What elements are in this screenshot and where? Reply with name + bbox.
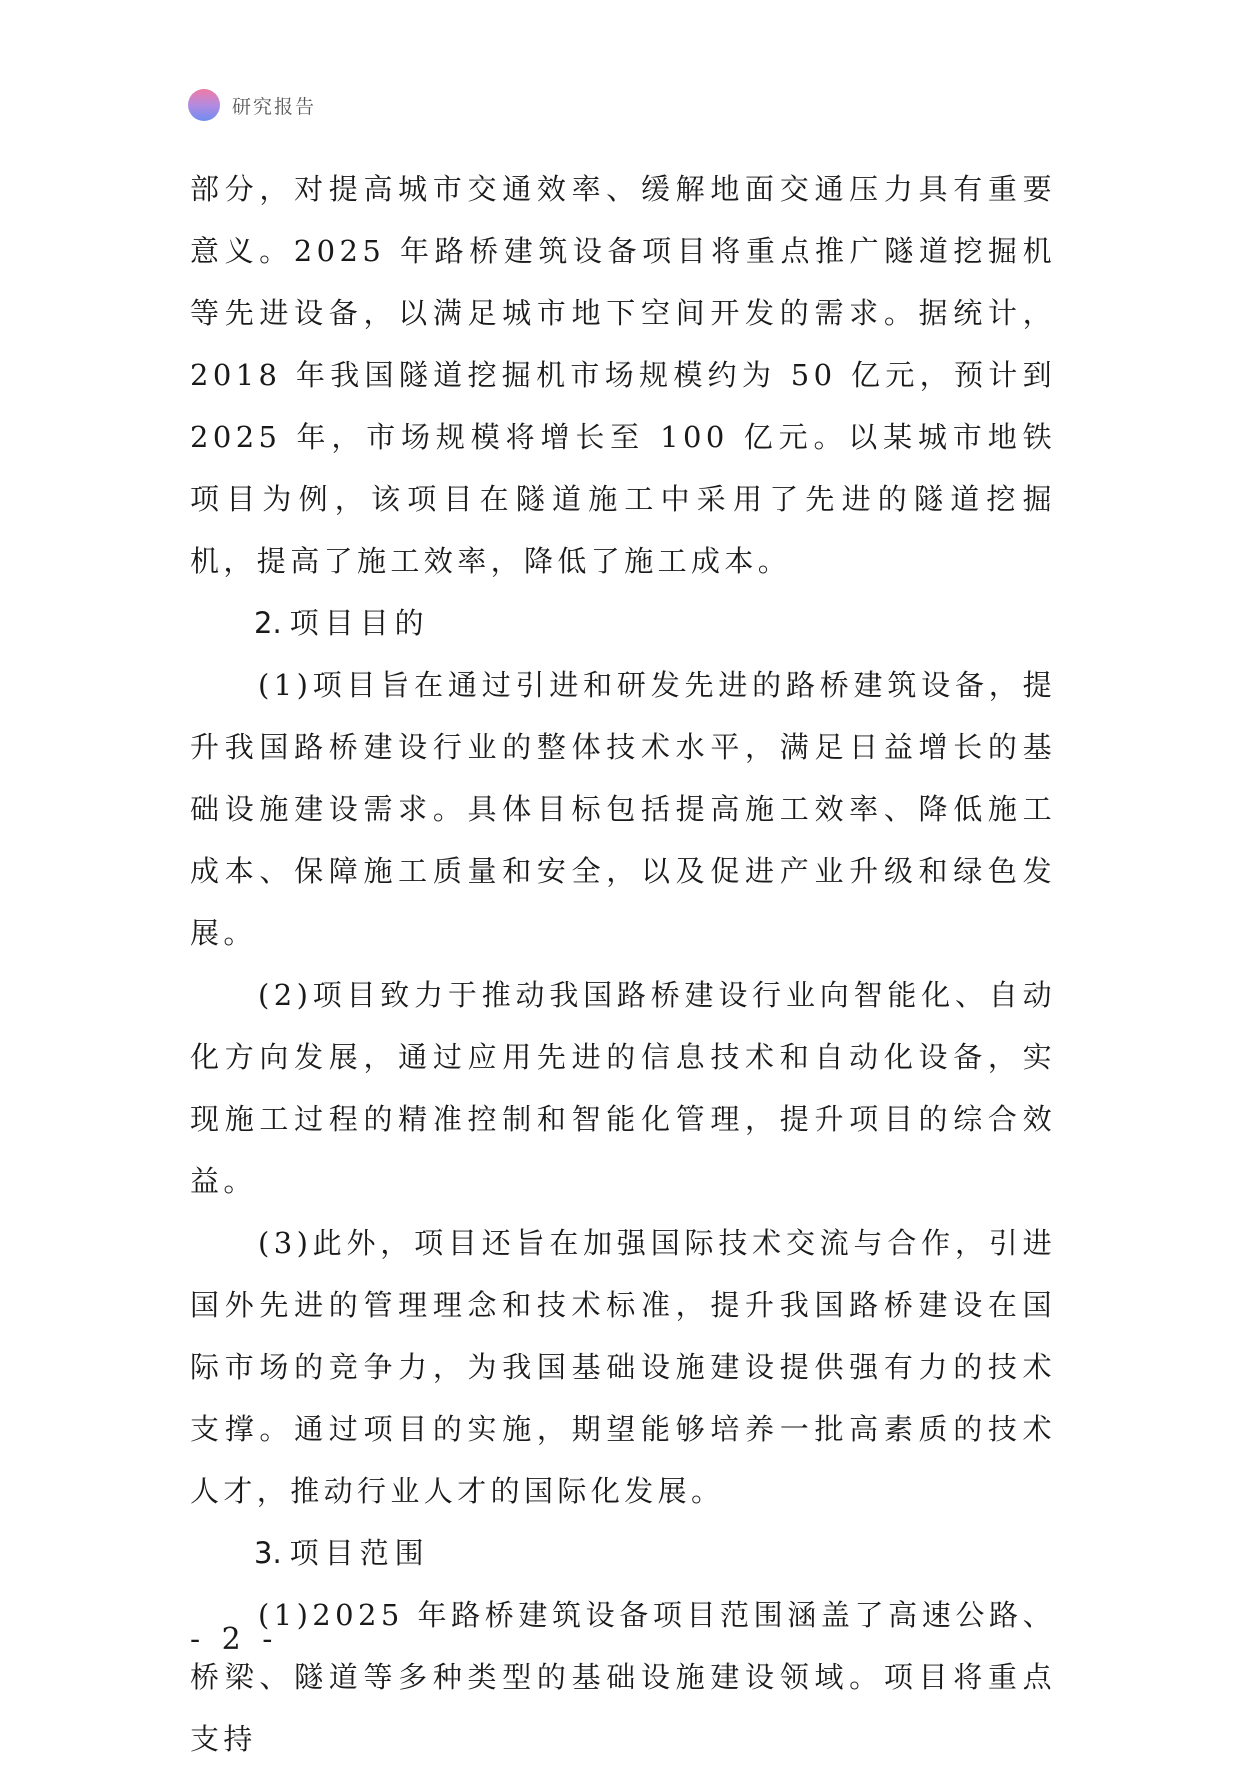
document-body: [190, 158, 1056, 1770]
purpose-item-1: (1)项目旨在通过引进和研发先进的路桥建筑设备，提升我国路桥建设行业的整体技术水平，满足日益增长的基础设施建设需求。具体目标包括提高施工效率、降低施工成本、保障施工质量和安全，以及促进产业升级和绿色发展。: [190, 668, 1056, 950]
page-number: - 2 -: [190, 1622, 279, 1657]
purpose-item-2: (2)项目致力于推动我国路桥建设行业向智能化、自动化方向发展，通过应用先进的信息技术和自动化设备，实现施工过程的精准控制和智能化管理，提升项目的综合效益。: [190, 978, 1056, 1198]
section-title: 项目范围: [289, 1536, 430, 1570]
section-heading-purpose: [190, 592, 1056, 654]
scope-item-1: (1)2025 年路桥建筑设备项目范围涵盖了高速公路、桥梁、隧道等多种类型的基础设施建设领域。项目将重点支持: [190, 1598, 1056, 1756]
section-title: 项目目的: [289, 606, 430, 640]
purpose-item-3: (3)此外，项目还旨在加强国际技术交流与合作，引进国外先进的管理理念和技术标准，提升我国路桥建设在国际市场的竞争力，为我国基础设施建设提供强有力的技术支撑。通过项目的实施，期望能够培养一批高素质的技术人才，推动行业人才的国际化发展。: [190, 1226, 1056, 1508]
page-header: [188, 88, 316, 122]
section-number: 3.: [254, 1536, 282, 1570]
header-title: 研究报告: [232, 95, 317, 118]
paragraph-continuation: 部分，对提高城市交通效率、缓解地面交通压力具有重要意义。2025 年路桥建筑设备项目将重点推广隧道挖掘机等先进设备，以满足城市地下空间开发的需求。据统计，2018 年我国隧道挖掘机市场规模约为 50 亿元，预计到 2025 年，市场规模将增长至 100 亿元。以某城市地铁项目为例，该项目在隧道施工中采用了先进的隧道挖掘机，提高了施工效率，降低了施工成本。: [190, 172, 1056, 578]
section-heading-scope: [190, 1522, 1056, 1584]
report-logo-icon: [188, 89, 220, 121]
section-number: 2.: [254, 606, 282, 640]
